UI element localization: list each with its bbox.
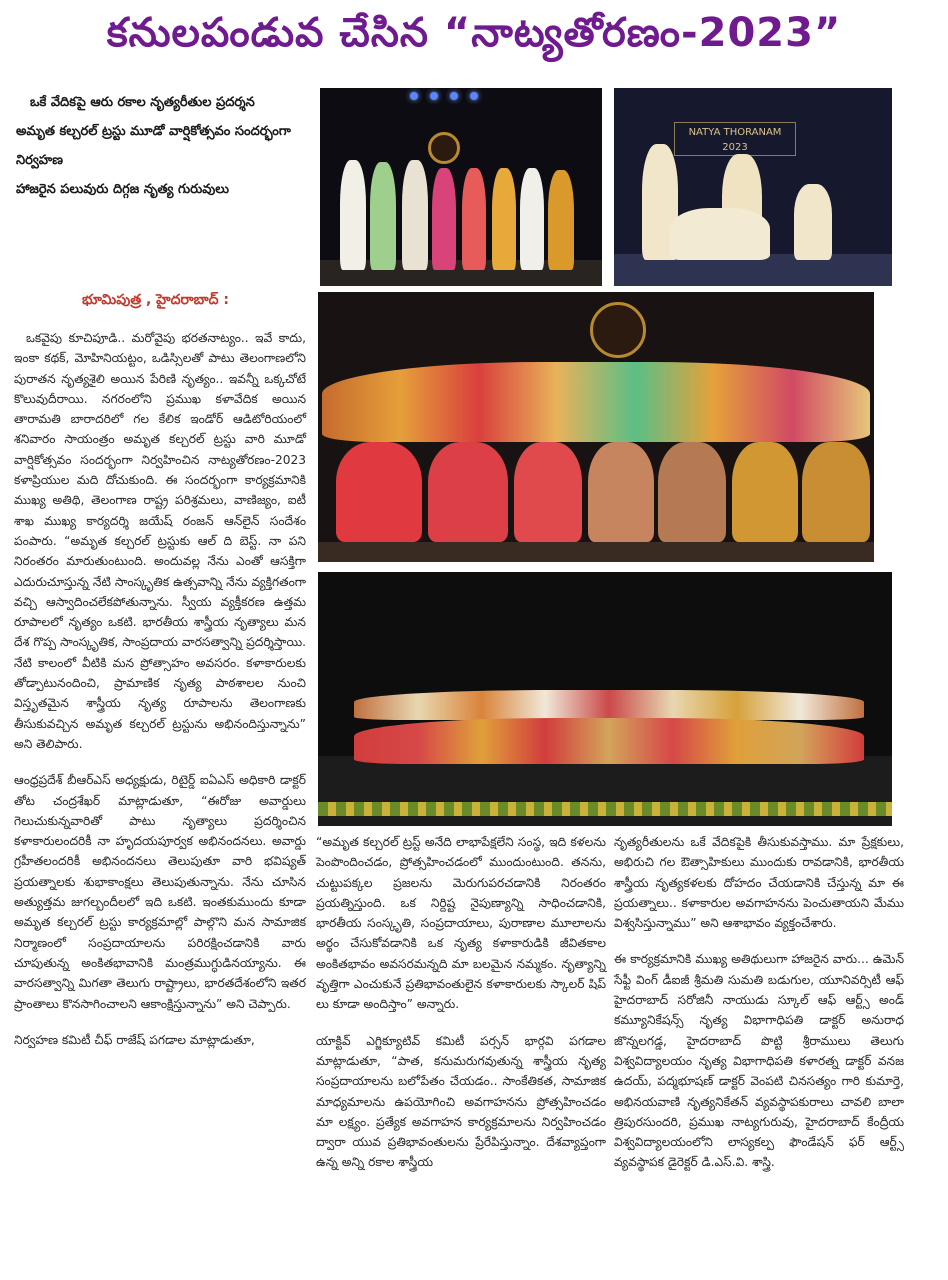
- article-paragraph: నృత్యరీతులను ఒకే వేదికపైకి తీసుకువస్తాము. మా ప్రేక్షకులు, అభిరుచి గల ఔత్సాహికులు ముందుకు రావడానికి, భారతీయ శాస్త్రీయ నృత్యకళలకు దోహదం చేయడానికి చేస్తున్న మా ఈ ప్రయత్నాలు.. కళాకారుల అవగాహనను పెంచుతాయని మేము విశ్వసిస్తున్నాము” అని ఆశాభావం వ్యక్తంచేశారు.: [614, 835, 904, 931]
- article-paragraph: నిర్వహణ కమిటీ చీఫ్ రాజేష్ పగడాల మాట్లాడుతూ,: [14, 1032, 255, 1047]
- subheading-1: ఒకే వేదికపై ఆరు రకాల నృత్యరీతుల ప్రదర్శన: [30, 95, 255, 110]
- article-column-2: [316, 832, 606, 1189]
- photo-dignitaries: [320, 88, 602, 286]
- photo-dancers-mohiniyattam: [614, 88, 892, 286]
- article-paragraph: ఒకవైపు కూచిపూడి.. మరోవైపు భరతనాట్యం.. ఇవే కాదు, ఇంకా కథక్, మోహినియట్టం, ఒడిస్సిలతో పాటు తెలంగాణలోని పురాతన నృత్యశైలి అయిన పేరిణి నృత్యం.. ఇవన్నీ ఒక్కచోటే కొలువుదీరాయి. నగరంలోని ప్రముఖ కళావేదిక అయిన తారామతి బారాదరిలో గల కేలిక ఇండోర్ ఆడిటోరియంలో శనివారం సాయంత్రం అమృత కల్చరల్ ట్రస్టు వారి మూడో వార్షికోత్సవం సందర్భంగా నిర్వహించిన నాట్యతోరణం-2023 కళాప్రియుల మది దోచుకుంది. ఈ సందర్భంగా కార్యక్రమానికి ముఖ్య అతిథి, తెలంగాణ రాష్ట్ర పరిశ్రమలు, వాణిజ్యం, ఐటీ శాఖ ముఖ్య కార్యదర్శి జయేష్ రంజన్ ఆన్‌లైన్ సందేశం పంపారు. “అమృత కల్చరల్ ట్రస్టుకు ఆల్ ది బెస్ట్. నా పని నిరంతరం మారుతుంటుంది. అందువల్ల నేను ఎంతో ఆసక్తిగా ఎదురుచూస్తున్న నేటి సాంస్కృతిక ఉత్సవాన్ని నేను వ్యక్తిగతంగా వచ్చి ఆస్వాదించలేకపోతున్నాను. స్వీయ వ్యక్తీకరణ ఉత్తమ రూపాలలో నృత్యం ఒకటి. భారతీయ శాస్త్రీయ నృత్యాలు మన దేశ గొప్ప సాంస్కృతిక, సాంప్రదాయ వారసత్వాన్ని ప్రదర్శిస్తాయి. నేటి కాలంలో వీటికి మన ప్రోత్సాహం అవసరం. కళాకారులకు తోడ్పాటునందించి, ప్రామాణిక నృత్య పాఠశాలల నుంచి విస్తృతమైన శాస్త్రీయ నృత్య రూపాలను తెలంగాణకు తీసుకువచ్చిన అమృత కల్చరల్ ట్రస్టును అభినందిస్తున్నాను” అని తెలిపారు.: [14, 331, 306, 751]
- natya-thoranam-banner: NATYA THORANAM 2023: [674, 122, 796, 156]
- byline: భూమిపుత్ర , హైదరాబాద్ :: [82, 292, 229, 308]
- photo-artists-group: [318, 292, 874, 562]
- headline: కనులపండువ చేసిన “నాట్యతోరణం-2023”: [106, 10, 842, 56]
- photo-full-troupe: [318, 572, 892, 826]
- subheading-2: అమృత కల్చరల్ ట్రస్టు మూడో వార్షికోత్సవం సందర్భంగా నిర్వహణ: [16, 124, 291, 168]
- article-column-1: [14, 328, 306, 1066]
- article-paragraph: “అమృత కల్చరల్ ట్రస్ట్ అనేది లాభాపేక్షలేని సంస్థ, ఇది కళలను పెంపొందించడం, ప్రోత్సహించడంలో ముందుంటుంది. తనను, చుట్టుపక్కల ప్రజలను మెరుగుపరచడానికి నిరంతరం ప్రయత్నిస్తుంది. ఒక నిర్దిష్ట నైపుణ్యాన్ని సాధించడానికి, భారతీయ సంస్కృతి, సంప్రదాయాలు, పురాణాల మూలాలను అర్థం చేసుకోవడానికి ఒక నృత్య కళాకారుడికి జీవితకాల అంకితభావం అవసరమన్నది మా బలమైన నమ్మకం. నృత్యాన్ని వృత్తిగా ఎంచుకునే ప్రతిభావంతులైన కళాకారులకు స్కాలర్ షిప్ లు కూడా అందిస్తాం” అన్నారు.: [316, 835, 606, 1012]
- subheading-3: హాజరైన పలువురు దిగ్గజ నృత్య గురువులు: [16, 182, 229, 197]
- subheadings: [16, 88, 306, 204]
- article-column-3: [614, 832, 904, 1189]
- article-paragraph: ఈ కార్యక్రమానికి ముఖ్య అతిథులుగా హాజరైన వారు... ఉమెన్ సేఫ్టీ వింగ్ డీఐజీ శ్రీమతి సుమతి బడుగుల, యూనివర్సిటీ ఆఫ్ హైదరాబాద్ సరోజినీ నాయుడు స్కూల్ ఆఫ్ ఆర్ట్స్ అండ్ కమ్యూనికేషన్స్ నృత్య విభాగాధిపతి డాక్టర్ అనురాధ జొన్నలగడ్డ, హైదరాబాద్ పొట్టి శ్రీరాములు తెలుగు విశ్వవిద్యాలయం నృత్య విభాగాధిపతి కళారత్న డాక్టర్ వనజ ఉదయ్, పద్మభూషణ్ డాక్టర్ వెంపటి చినసత్యం గారి కుమార్తె, అభినయవాణి నృత్యనికేతన్ వ్యవస్థాపకురాలు చావలి బాలా త్రిపురసుందరి, ప్రముఖ నాట్యగురువు, హైదరాబాద్ కేంద్రీయ విశ్వవిద్యాలయంలోని లాస్యకల్ప ఫౌండేషన్ ఫర్ ఆర్ట్స్ వ్యవస్థాపక డైరెక్టర్ డి.ఎస్.వి. శాస్త్రి.: [614, 952, 904, 1170]
- article-paragraph: ఆంధ్రప్రదేశ్ బీఆర్ఎస్ అధ్యక్షుడు, రిటైర్డ్ ఐఏఎస్ అధికారి డాక్టర్ తోట చంద్రశేఖర్ మాట్లాడుతూ, “ఈరోజు అవార్డులు గెలుచుకున్నవారితో పాటు నృత్యాలు ప్రదర్శించిన కళాకారులందరికీ నా హృదయపూర్వక అభినందనలు. అవార్డు గ్రహీతలందరికీ అభినందనలు తెలుపుతూ వారి భవిష్యత్ ప్రయత్నాలకు శుభాకాంక్షలు తెలుపుతున్నాను. నేను చూసిన అత్యుత్తమ జుగల్బందీలలో ఇది ఒకటి. ఇంతకుముందు కూడా అమృత కల్చరల్ ట్రస్టు కార్యక్రమాల్లో పాల్గొని మన సామాజిక నిర్మాణంలో సంప్రదాయాలను పరిరక్షించడానికి వారు చూపుతున్న అంకితభావానికి మంత్రముగ్ధుడినయ్యాను. ఈ వారసత్వాన్ని మిగతా తెలుగు రాష్ట్రాలు, భారతదేశంలోని ఇతర ప్రాంతాలు కొనసాగించాలని ఆకాంక్షిస్తున్నాను” అని చెప్పారు.: [14, 773, 306, 1011]
- article-paragraph: యాక్టివ్ ఎగ్జిక్యూటివ్ కమిటీ పర్సన్ భార్గవి పగడాల మాట్లాడుతూ, “పాత, కనుమరుగవుతున్న శాస్త్రీయ నృత్య సంప్రదాయాలను బలోపేతం చేయడం.. సాంకేతికత, సామాజిక మాధ్యమాలను ఉపయోగించి అవగాహనను ప్రోత్సహించడం మా లక్ష్యం. ప్రత్యేక అవగాహన కార్యక్రమాలను నిర్వహించడం ద్వారా యువ ప్రతిభావంతులను ప్రేరేపిస్తున్నాం. దేశవ్యాప్తంగా ఉన్న అన్ని రకాల శాస్త్రీయ: [316, 1033, 606, 1170]
